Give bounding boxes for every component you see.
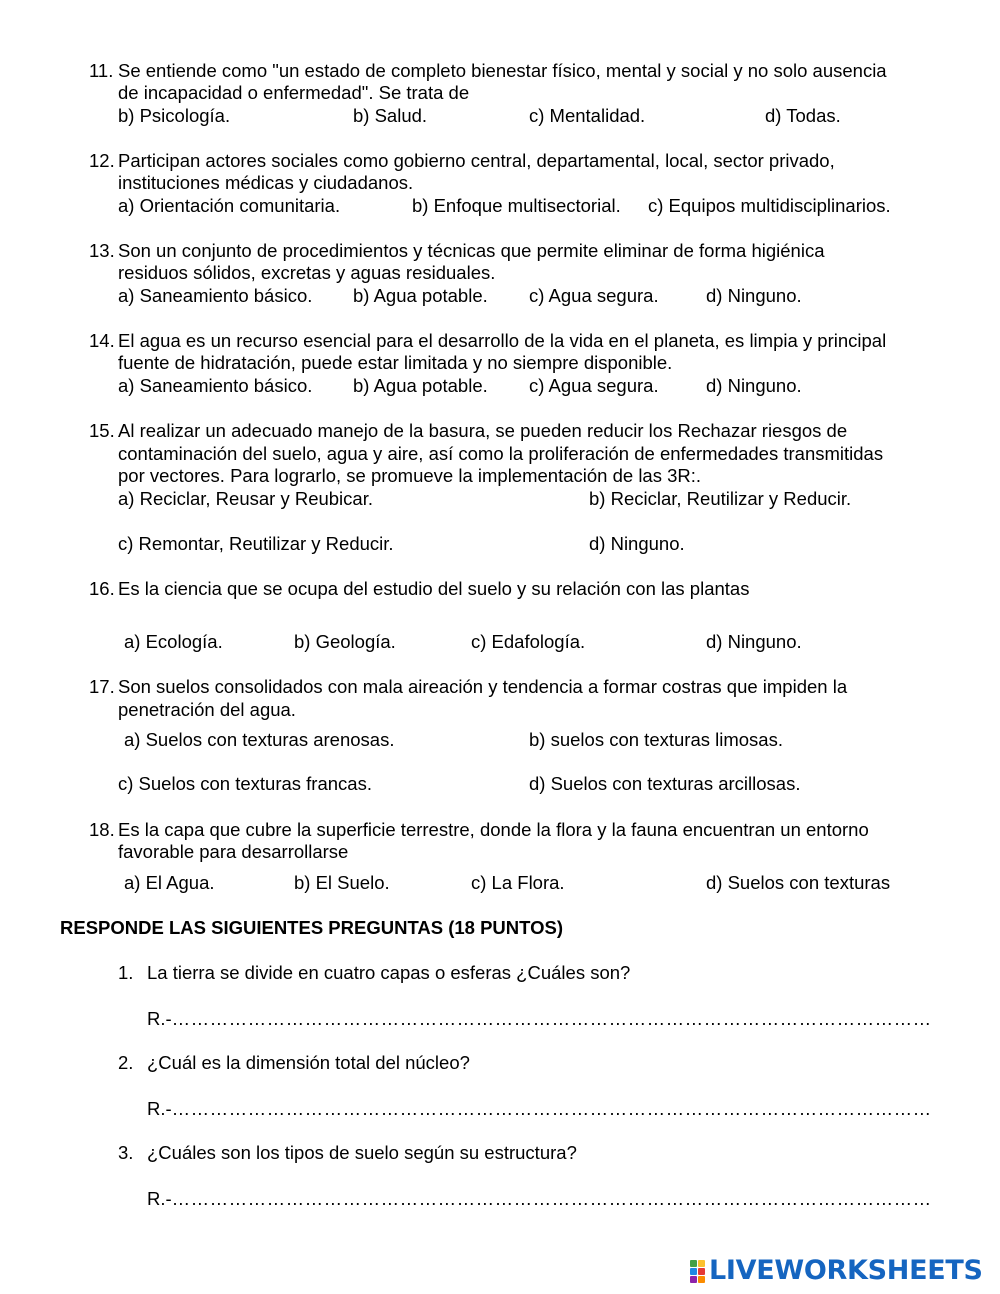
answer-line[interactable]	[147, 1008, 939, 1030]
answer-option[interactable]: b) El Suelo.	[294, 872, 390, 893]
open-question-text: ¿Cuál es la dimensión total del núcleo?	[147, 1052, 470, 1073]
question-text: Participan actores sociales como gobierno central, departamental, local, sector privado,	[118, 150, 835, 171]
liveworksheets-logo[interactable]	[690, 1254, 983, 1288]
answer-option[interactable]: c) Equipos multidisciplinarios.	[648, 195, 891, 216]
answer-option[interactable]: c) Suelos con texturas francas.	[118, 773, 372, 794]
question-number: 17.	[89, 676, 115, 697]
answer-option[interactable]: d) Ninguno.	[589, 533, 685, 554]
open-question-number: 3.	[118, 1142, 134, 1163]
question-text: de incapacidad o enfermedad". Se trata de	[118, 82, 470, 103]
open-question-number: 2.	[118, 1052, 134, 1073]
answer-option[interactable]: a) Suelos con texturas arenosas.	[124, 729, 395, 750]
question-text: instituciones médicas y ciudadanos.	[118, 172, 414, 193]
answer-option[interactable]: d) Suelos con texturas	[706, 872, 891, 893]
logo-square	[698, 1268, 705, 1275]
answer-option[interactable]: d) Ninguno.	[706, 375, 802, 396]
question-text: Es la capa que cubre la superficie terrestre, donde la flora y la fauna encuentran un entorno	[118, 819, 869, 840]
answer-option[interactable]: b) Geología.	[294, 631, 396, 652]
question-text: contaminación del suelo, agua y aire, así como la proliferación de enfermedades transmitidas	[118, 443, 884, 464]
answer-option[interactable]: b) Salud.	[353, 105, 428, 126]
logo-square	[690, 1268, 697, 1275]
question-text: Se entiende como "un estado de completo bienestar físico, mental y social y no solo ausencia	[118, 60, 887, 81]
answer-option[interactable]: c) Remontar, Reutilizar y Reducir.	[118, 533, 394, 554]
open-question-text: La tierra se divide en cuatro capas o esferas ¿Cuáles son?	[147, 962, 631, 983]
question-number: 13.	[89, 240, 115, 261]
question-number: 18.	[89, 819, 115, 840]
answer-option[interactable]: d) Suelos con texturas arcillosas.	[529, 773, 801, 794]
question-text: Es la ciencia que se ocupa del estudio del suelo y su relación con las plantas	[118, 578, 750, 599]
question-text: por vectores. Para lograrlo, se promueve la implementación de las 3R:.	[118, 465, 702, 486]
logo-square	[690, 1276, 697, 1283]
answer-option[interactable]: c) Agua segura.	[529, 285, 659, 306]
section-heading: RESPONDE LAS SIGUIENTES PREGUNTAS (18 PUNTOS)	[60, 917, 564, 938]
question-text: residuos sólidos, excretas y aguas residuales.	[118, 262, 496, 283]
logo-square	[698, 1276, 705, 1283]
answer-dots: …………………………………………………………………………………………………………	[171, 1098, 932, 1119]
answer-option[interactable]: a) Orientación comunitaria.	[118, 195, 341, 216]
answer-option[interactable]: b) Enfoque multisectorial.	[412, 195, 621, 216]
answer-prefix: R.-	[147, 1188, 172, 1209]
logo-square	[690, 1260, 697, 1267]
answer-dots: …………………………………………………………………………………………………………	[171, 1008, 932, 1029]
question-number: 15.	[89, 420, 115, 441]
answer-dots: …………………………………………………………………………………………………………	[171, 1188, 932, 1209]
answer-option[interactable]: d) Ninguno.	[706, 631, 802, 652]
answer-prefix: R.-	[147, 1098, 172, 1119]
answer-line[interactable]	[147, 1098, 939, 1120]
question-text: Son suelos consolidados con mala aireación y tendencia a formar costras que impiden la	[118, 676, 848, 697]
question-number: 12.	[89, 150, 115, 171]
open-question-text: ¿Cuáles son los tipos de suelo según su estructura?	[147, 1142, 577, 1163]
question-text: Al realizar un adecuado manejo de la basura, se pueden reducir los Rechazar riesgos de	[118, 420, 848, 441]
answer-option[interactable]: a) Reciclar, Reusar y Reubicar.	[118, 488, 373, 509]
question-text: penetración del agua.	[118, 699, 296, 720]
question-number: 14.	[89, 330, 115, 351]
question-text: Son un conjunto de procedimientos y técnicas que permite eliminar de forma higiénica	[118, 240, 825, 261]
question-text: fuente de hidratación, puede estar limitada y no siempre disponible.	[118, 352, 673, 373]
answer-option[interactable]: a) Saneamiento básico.	[118, 375, 313, 396]
answer-option[interactable]: a) Saneamiento básico.	[118, 285, 313, 306]
answer-option[interactable]: a) El Agua.	[124, 872, 215, 893]
answer-option[interactable]: b) Psicología.	[118, 105, 231, 126]
answer-option[interactable]: b) Agua potable.	[353, 375, 488, 396]
answer-prefix: R.-	[147, 1008, 172, 1029]
question-text: favorable para desarrollarse	[118, 841, 349, 862]
answer-option[interactable]: d) Todas.	[765, 105, 841, 126]
logo-square	[698, 1260, 705, 1267]
question-text: El agua es un recurso esencial para el desarrollo de la vida en el planeta, es limpia y principal	[118, 330, 887, 351]
question-number: 11.	[89, 60, 114, 81]
open-question-number: 1.	[118, 962, 134, 983]
answer-option[interactable]: c) La Flora.	[471, 872, 565, 893]
logo-text: LIVEWORKSHEETS	[709, 1255, 983, 1286]
question-number: 16.	[89, 578, 115, 599]
logo-mark-icon	[690, 1260, 705, 1283]
answer-option[interactable]: c) Agua segura.	[529, 375, 659, 396]
answer-option[interactable]: c) Edafología.	[471, 631, 586, 652]
answer-option[interactable]: a) Ecología.	[124, 631, 223, 652]
answer-option[interactable]: b) Agua potable.	[353, 285, 488, 306]
answer-option[interactable]: b) suelos con texturas limosas.	[529, 729, 783, 750]
answer-option[interactable]: b) Reciclar, Reutilizar y Reducir.	[589, 488, 852, 509]
answer-option[interactable]: c) Mentalidad.	[529, 105, 646, 126]
answer-line[interactable]	[147, 1188, 939, 1210]
answer-option[interactable]: d) Ninguno.	[706, 285, 802, 306]
